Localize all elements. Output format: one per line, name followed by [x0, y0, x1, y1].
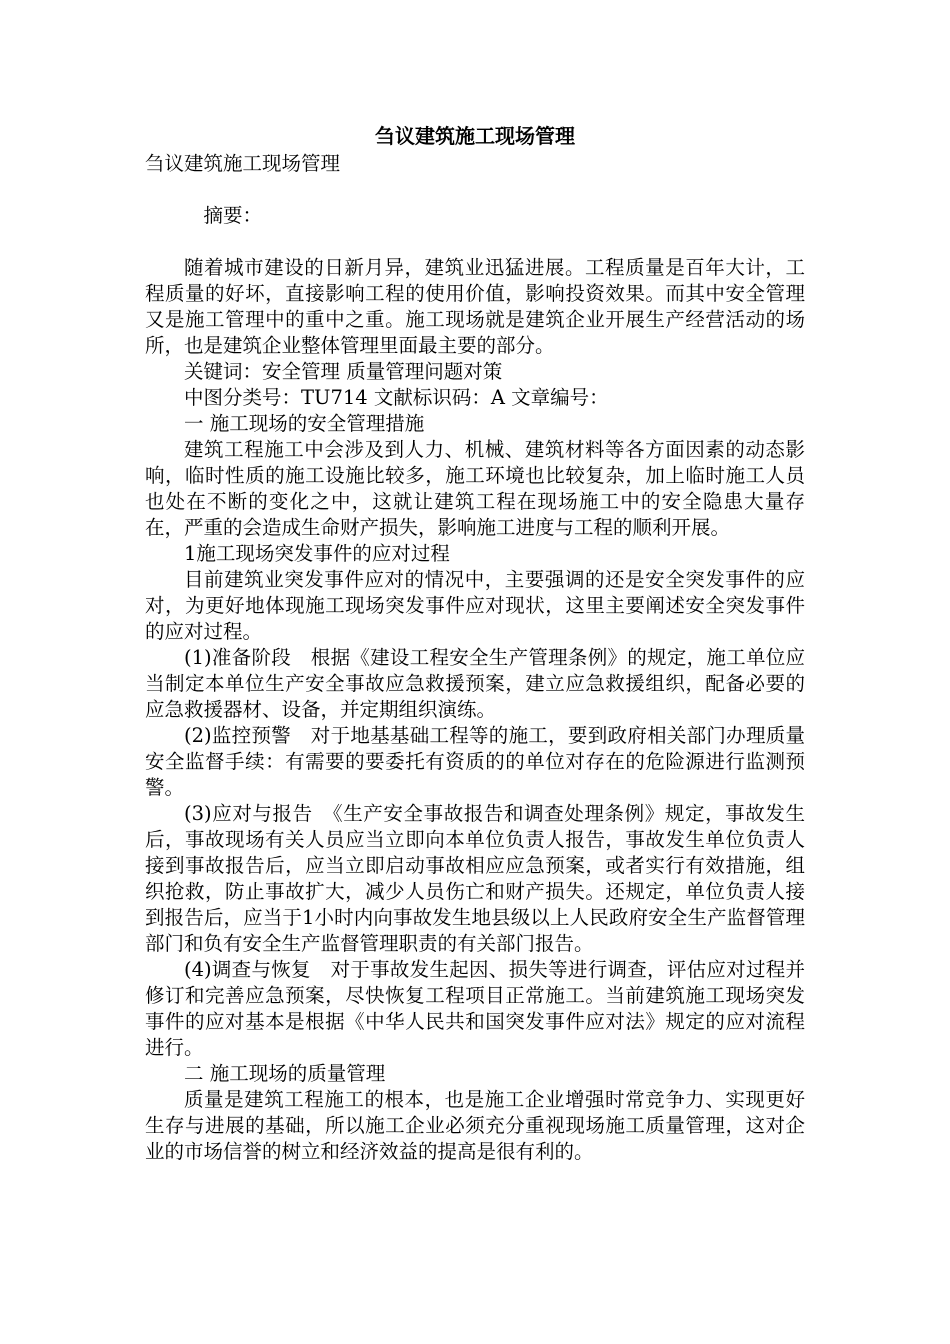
- subtitle-paragraph: 刍议建筑施工现场管理: [145, 152, 341, 175]
- document-title: 刍议建筑施工现场管理: [375, 124, 575, 148]
- list-item-preparation: (1)准备阶段 根据《建设工程安全生产管理条例》的规定，施工单位应当制定本单位生产安全事故应急救援预案，建立应急救援组织，配备必要的应急救援器材、设备，并定期组织演练。: [145, 646, 805, 721]
- classification-line: 中图分类号：TU714 文献标识码：A 文章编号：: [184, 386, 609, 409]
- body-paragraph: 建筑工程施工中会涉及到人力、机械、建筑材料等各方面因素的动态影响，临时性质的施工设施比较多，施工环境也比较复杂，加上临时施工人员也处在不断的变化之中，这就让建筑工程在现场施工中的安全隐患大量存在，严重的会造成生命财产损失，影响施工进度与工程的顺利开展。: [145, 438, 805, 539]
- section-heading-2: 二 施工现场的质量管理: [184, 1062, 386, 1085]
- list-item-monitoring: (2)监控预警 对于地基基础工程等的施工，要到政府相关部门办理质量安全监督手续：有需要的要委托有资质的的单位对存在的危险源进行监测预警。: [145, 724, 805, 799]
- list-item-response: (3)应对与报告 《生产安全事故报告和调查处理条例》规定，事故发生后，事故现场有关人员应当立即向本单位负责人报告，事故发生单位负责人接到事故报告后，应当立即启动事故相应应急预案，或者实行有效措施，组织抢救，防止事故扩大，减少人员伤亡和财产损失。还规定，单位负责人接到报告后，应当于1小时内向事故发生地县级以上人民政府安全生产监督管理部门和负有安全生产监督管理职责的有关部门报告。: [145, 802, 805, 955]
- keywords-line: 关键词：安全管理 质量管理问题对策: [184, 360, 503, 383]
- abstract-heading: 摘要：: [203, 204, 263, 227]
- list-item-recovery: (4)调查与恢复 对于事故发生起因、损失等进行调查，评估应对过程并修订和完善应急预案，尽快恢复工程项目正常施工。当前建筑施工现场突发事件的应对基本是根据《中华人民共和国突发事件应对法》规定的应对流程进行。: [145, 958, 805, 1059]
- document-body: [145, 151, 805, 1165]
- abstract-paragraph: 随着城市建设的日新月异，建筑业迅猛进展。工程质量是百年大计，工程质量的好坏，直接影响工程的使用价值，影响投资效果。而其中安全管理又是施工管理中的重中之重。施工现场就是建筑企业开展生产经营活动的场所，也是建筑企业整体管理里面最主要的部分。: [145, 256, 805, 357]
- body-paragraph: 质量是建筑工程施工的根本，也是施工企业增强时常竞争力、实现更好生存与进展的基础，所以施工企业必须充分重视现场施工质量管理，这对企业的市场信誉的树立和经济效益的提高是很有利的。: [145, 1088, 805, 1163]
- body-paragraph: 目前建筑业突发事件应对的情况中，主要强调的还是安全突发事件的应对，为更好地体现施工现场突发事件应对现状，这里主要阐述安全突发事件的应对过程。: [145, 568, 805, 643]
- section-heading-1: 一 施工现场的安全管理措施: [184, 412, 425, 435]
- subsection-heading-1: 1施工现场突发事件的应对过程: [184, 542, 450, 565]
